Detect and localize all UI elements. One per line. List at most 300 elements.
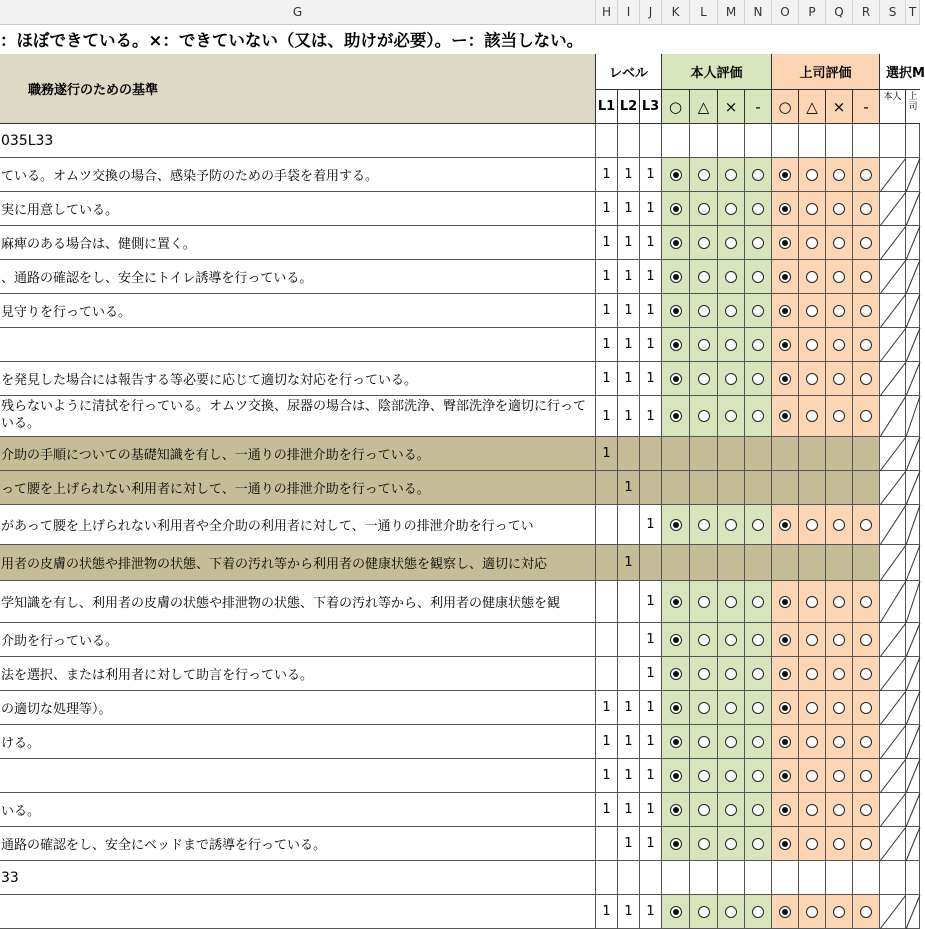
- radio-button[interactable]: [833, 770, 845, 782]
- radio-button[interactable]: [752, 770, 764, 782]
- boss-eval-cell[interactable]: [826, 192, 853, 226]
- self-eval-cell[interactable]: [662, 895, 690, 929]
- self-eval-cell[interactable]: [718, 226, 745, 260]
- self-eval-cell[interactable]: [690, 192, 718, 226]
- radio-button[interactable]: [779, 736, 791, 748]
- self-eval-cell[interactable]: [690, 226, 718, 260]
- radio-button[interactable]: [725, 373, 737, 385]
- column-header-h[interactable]: H: [596, 0, 618, 24]
- self-eval-cell[interactable]: [662, 759, 690, 793]
- radio-button[interactable]: [698, 305, 710, 317]
- radio-button[interactable]: [725, 410, 737, 422]
- self-eval-cell[interactable]: [745, 657, 772, 691]
- boss-eval-cell[interactable]: [772, 396, 799, 437]
- boss-eval-cell[interactable]: [772, 505, 799, 545]
- self-eval-cell[interactable]: [745, 294, 772, 328]
- radio-button[interactable]: [860, 702, 872, 714]
- radio-button[interactable]: [779, 410, 791, 422]
- self-eval-cell[interactable]: [690, 581, 718, 623]
- boss-eval-cell[interactable]: [853, 895, 880, 929]
- boss-eval-cell[interactable]: [853, 657, 880, 691]
- radio-button[interactable]: [670, 596, 682, 608]
- boss-eval-cell[interactable]: [772, 725, 799, 759]
- boss-eval-cell[interactable]: [799, 328, 826, 362]
- radio-button[interactable]: [752, 339, 764, 351]
- radio-button[interactable]: [806, 169, 818, 181]
- self-eval-cell[interactable]: [718, 396, 745, 437]
- self-eval-cell[interactable]: [745, 362, 772, 396]
- radio-button[interactable]: [698, 668, 710, 680]
- radio-button[interactable]: [698, 596, 710, 608]
- radio-button[interactable]: [833, 410, 845, 422]
- column-header-l[interactable]: L: [690, 0, 718, 24]
- column-header-s[interactable]: S: [880, 0, 906, 24]
- boss-eval-cell[interactable]: [799, 657, 826, 691]
- boss-eval-cell[interactable]: [853, 793, 880, 827]
- boss-eval-cell[interactable]: [772, 226, 799, 260]
- radio-button[interactable]: [806, 271, 818, 283]
- radio-button[interactable]: [779, 838, 791, 850]
- boss-eval-cell[interactable]: [772, 328, 799, 362]
- boss-eval-cell[interactable]: [799, 793, 826, 827]
- radio-button[interactable]: [806, 519, 818, 531]
- radio-button[interactable]: [779, 305, 791, 317]
- radio-button[interactable]: [670, 668, 682, 680]
- radio-button[interactable]: [670, 410, 682, 422]
- boss-eval-cell[interactable]: [826, 294, 853, 328]
- radio-button[interactable]: [833, 373, 845, 385]
- radio-button[interactable]: [752, 410, 764, 422]
- radio-button[interactable]: [833, 203, 845, 215]
- radio-button[interactable]: [698, 702, 710, 714]
- self-eval-cell[interactable]: [690, 396, 718, 437]
- self-eval-cell[interactable]: [745, 158, 772, 192]
- radio-button[interactable]: [725, 519, 737, 531]
- boss-eval-cell[interactable]: [853, 328, 880, 362]
- self-eval-cell[interactable]: [662, 581, 690, 623]
- radio-button[interactable]: [698, 339, 710, 351]
- radio-button[interactable]: [670, 271, 682, 283]
- radio-button[interactable]: [698, 237, 710, 249]
- radio-button[interactable]: [698, 519, 710, 531]
- boss-eval-cell[interactable]: [853, 260, 880, 294]
- self-eval-cell[interactable]: [718, 895, 745, 929]
- boss-eval-cell[interactable]: [853, 827, 880, 861]
- self-eval-cell[interactable]: [690, 827, 718, 861]
- boss-eval-cell[interactable]: [772, 793, 799, 827]
- boss-eval-cell[interactable]: [772, 623, 799, 657]
- self-eval-cell[interactable]: [718, 725, 745, 759]
- radio-button[interactable]: [779, 906, 791, 918]
- column-header-t[interactable]: T: [906, 0, 920, 24]
- self-eval-cell[interactable]: [745, 260, 772, 294]
- radio-button[interactable]: [725, 305, 737, 317]
- boss-eval-cell[interactable]: [772, 260, 799, 294]
- boss-eval-cell[interactable]: [799, 294, 826, 328]
- radio-button[interactable]: [833, 838, 845, 850]
- self-eval-cell[interactable]: [745, 895, 772, 929]
- self-eval-cell[interactable]: [690, 294, 718, 328]
- boss-eval-cell[interactable]: [826, 827, 853, 861]
- self-eval-cell[interactable]: [718, 260, 745, 294]
- boss-eval-cell[interactable]: [853, 623, 880, 657]
- radio-button[interactable]: [670, 203, 682, 215]
- column-header-p[interactable]: P: [799, 0, 826, 24]
- boss-eval-cell[interactable]: [826, 725, 853, 759]
- boss-eval-cell[interactable]: [772, 827, 799, 861]
- column-header-k[interactable]: K: [662, 0, 690, 24]
- radio-button[interactable]: [698, 634, 710, 646]
- radio-button[interactable]: [860, 305, 872, 317]
- radio-button[interactable]: [779, 804, 791, 816]
- radio-button[interactable]: [725, 668, 737, 680]
- self-eval-cell[interactable]: [662, 158, 690, 192]
- boss-eval-cell[interactable]: [826, 158, 853, 192]
- self-eval-cell[interactable]: [745, 623, 772, 657]
- self-eval-cell[interactable]: [690, 623, 718, 657]
- radio-button[interactable]: [725, 702, 737, 714]
- boss-eval-cell[interactable]: [853, 759, 880, 793]
- boss-eval-cell[interactable]: [799, 226, 826, 260]
- boss-eval-cell[interactable]: [772, 294, 799, 328]
- boss-eval-cell[interactable]: [826, 260, 853, 294]
- radio-button[interactable]: [779, 373, 791, 385]
- radio-button[interactable]: [725, 736, 737, 748]
- radio-button[interactable]: [833, 736, 845, 748]
- radio-button[interactable]: [698, 838, 710, 850]
- radio-button[interactable]: [806, 804, 818, 816]
- radio-button[interactable]: [779, 169, 791, 181]
- radio-button[interactable]: [752, 804, 764, 816]
- radio-button[interactable]: [779, 668, 791, 680]
- boss-eval-cell[interactable]: [826, 623, 853, 657]
- radio-button[interactable]: [779, 634, 791, 646]
- self-eval-cell[interactable]: [718, 759, 745, 793]
- radio-button[interactable]: [833, 634, 845, 646]
- boss-eval-cell[interactable]: [799, 260, 826, 294]
- self-eval-cell[interactable]: [662, 691, 690, 725]
- self-eval-cell[interactable]: [690, 725, 718, 759]
- radio-button[interactable]: [806, 668, 818, 680]
- radio-button[interactable]: [670, 804, 682, 816]
- boss-eval-cell[interactable]: [799, 725, 826, 759]
- radio-button[interactable]: [806, 634, 818, 646]
- column-header-j[interactable]: J: [640, 0, 662, 24]
- self-eval-cell[interactable]: [745, 396, 772, 437]
- self-eval-cell[interactable]: [690, 759, 718, 793]
- boss-eval-cell[interactable]: [853, 505, 880, 545]
- self-eval-cell[interactable]: [662, 192, 690, 226]
- radio-button[interactable]: [833, 271, 845, 283]
- radio-button[interactable]: [725, 804, 737, 816]
- self-eval-cell[interactable]: [745, 328, 772, 362]
- boss-eval-cell[interactable]: [799, 396, 826, 437]
- self-eval-cell[interactable]: [745, 827, 772, 861]
- radio-button[interactable]: [860, 838, 872, 850]
- self-eval-cell[interactable]: [718, 657, 745, 691]
- self-eval-cell[interactable]: [662, 827, 690, 861]
- boss-eval-cell[interactable]: [826, 895, 853, 929]
- radio-button[interactable]: [725, 634, 737, 646]
- boss-eval-cell[interactable]: [826, 396, 853, 437]
- boss-eval-cell[interactable]: [826, 581, 853, 623]
- radio-button[interactable]: [670, 169, 682, 181]
- radio-button[interactable]: [860, 596, 872, 608]
- self-eval-cell[interactable]: [718, 793, 745, 827]
- radio-button[interactable]: [806, 305, 818, 317]
- radio-button[interactable]: [833, 237, 845, 249]
- radio-button[interactable]: [806, 410, 818, 422]
- radio-button[interactable]: [670, 906, 682, 918]
- boss-eval-cell[interactable]: [799, 158, 826, 192]
- boss-eval-cell[interactable]: [853, 192, 880, 226]
- radio-button[interactable]: [670, 519, 682, 531]
- self-eval-cell[interactable]: [662, 294, 690, 328]
- column-header-q[interactable]: Q: [826, 0, 853, 24]
- radio-button[interactable]: [833, 702, 845, 714]
- boss-eval-cell[interactable]: [853, 396, 880, 437]
- radio-button[interactable]: [806, 736, 818, 748]
- boss-eval-cell[interactable]: [799, 362, 826, 396]
- radio-button[interactable]: [833, 339, 845, 351]
- radio-button[interactable]: [806, 203, 818, 215]
- boss-eval-cell[interactable]: [799, 192, 826, 226]
- boss-eval-cell[interactable]: [799, 505, 826, 545]
- boss-eval-cell[interactable]: [772, 158, 799, 192]
- radio-button[interactable]: [779, 702, 791, 714]
- radio-button[interactable]: [779, 203, 791, 215]
- self-eval-cell[interactable]: [662, 623, 690, 657]
- self-eval-cell[interactable]: [662, 725, 690, 759]
- boss-eval-cell[interactable]: [799, 691, 826, 725]
- self-eval-cell[interactable]: [690, 505, 718, 545]
- self-eval-cell[interactable]: [690, 362, 718, 396]
- radio-button[interactable]: [806, 373, 818, 385]
- boss-eval-cell[interactable]: [799, 581, 826, 623]
- self-eval-cell[interactable]: [718, 827, 745, 861]
- self-eval-cell[interactable]: [662, 362, 690, 396]
- boss-eval-cell[interactable]: [826, 362, 853, 396]
- radio-button[interactable]: [698, 271, 710, 283]
- radio-button[interactable]: [725, 838, 737, 850]
- radio-button[interactable]: [860, 804, 872, 816]
- boss-eval-cell[interactable]: [853, 294, 880, 328]
- radio-button[interactable]: [860, 906, 872, 918]
- radio-button[interactable]: [833, 668, 845, 680]
- radio-button[interactable]: [670, 305, 682, 317]
- self-eval-cell[interactable]: [745, 226, 772, 260]
- radio-button[interactable]: [752, 634, 764, 646]
- radio-button[interactable]: [698, 373, 710, 385]
- column-header-n[interactable]: N: [745, 0, 772, 24]
- radio-button[interactable]: [860, 271, 872, 283]
- radio-button[interactable]: [670, 838, 682, 850]
- self-eval-cell[interactable]: [745, 759, 772, 793]
- boss-eval-cell[interactable]: [853, 226, 880, 260]
- boss-eval-cell[interactable]: [772, 657, 799, 691]
- radio-button[interactable]: [860, 519, 872, 531]
- self-eval-cell[interactable]: [718, 192, 745, 226]
- radio-button[interactable]: [725, 906, 737, 918]
- radio-button[interactable]: [806, 339, 818, 351]
- self-eval-cell[interactable]: [662, 260, 690, 294]
- radio-button[interactable]: [752, 373, 764, 385]
- radio-button[interactable]: [860, 668, 872, 680]
- self-eval-cell[interactable]: [690, 691, 718, 725]
- column-header-i[interactable]: I: [618, 0, 640, 24]
- radio-button[interactable]: [860, 169, 872, 181]
- radio-button[interactable]: [725, 169, 737, 181]
- boss-eval-cell[interactable]: [826, 691, 853, 725]
- radio-button[interactable]: [860, 634, 872, 646]
- boss-eval-cell[interactable]: [826, 226, 853, 260]
- radio-button[interactable]: [725, 770, 737, 782]
- radio-button[interactable]: [698, 770, 710, 782]
- self-eval-cell[interactable]: [662, 328, 690, 362]
- radio-button[interactable]: [670, 770, 682, 782]
- boss-eval-cell[interactable]: [853, 362, 880, 396]
- boss-eval-cell[interactable]: [772, 581, 799, 623]
- radio-button[interactable]: [698, 410, 710, 422]
- radio-button[interactable]: [725, 203, 737, 215]
- radio-button[interactable]: [670, 339, 682, 351]
- radio-button[interactable]: [698, 906, 710, 918]
- boss-eval-cell[interactable]: [826, 505, 853, 545]
- self-eval-cell[interactable]: [662, 226, 690, 260]
- self-eval-cell[interactable]: [662, 657, 690, 691]
- radio-button[interactable]: [833, 596, 845, 608]
- self-eval-cell[interactable]: [690, 158, 718, 192]
- radio-button[interactable]: [752, 169, 764, 181]
- self-eval-cell[interactable]: [690, 657, 718, 691]
- boss-eval-cell[interactable]: [853, 158, 880, 192]
- radio-button[interactable]: [860, 339, 872, 351]
- radio-button[interactable]: [752, 668, 764, 680]
- radio-button[interactable]: [752, 838, 764, 850]
- radio-button[interactable]: [752, 906, 764, 918]
- radio-button[interactable]: [725, 596, 737, 608]
- radio-button[interactable]: [833, 804, 845, 816]
- boss-eval-cell[interactable]: [799, 759, 826, 793]
- radio-button[interactable]: [752, 702, 764, 714]
- radio-button[interactable]: [752, 237, 764, 249]
- radio-button[interactable]: [833, 305, 845, 317]
- radio-button[interactable]: [806, 596, 818, 608]
- radio-button[interactable]: [725, 339, 737, 351]
- self-eval-cell[interactable]: [690, 895, 718, 929]
- self-eval-cell[interactable]: [718, 158, 745, 192]
- self-eval-cell[interactable]: [745, 581, 772, 623]
- boss-eval-cell[interactable]: [772, 895, 799, 929]
- radio-button[interactable]: [806, 770, 818, 782]
- boss-eval-cell[interactable]: [826, 657, 853, 691]
- boss-eval-cell[interactable]: [826, 759, 853, 793]
- boss-eval-cell[interactable]: [799, 827, 826, 861]
- boss-eval-cell[interactable]: [853, 581, 880, 623]
- self-eval-cell[interactable]: [718, 691, 745, 725]
- radio-button[interactable]: [860, 736, 872, 748]
- radio-button[interactable]: [779, 770, 791, 782]
- boss-eval-cell[interactable]: [799, 895, 826, 929]
- boss-eval-cell[interactable]: [772, 759, 799, 793]
- boss-eval-cell[interactable]: [799, 623, 826, 657]
- self-eval-cell[interactable]: [662, 396, 690, 437]
- self-eval-cell[interactable]: [662, 793, 690, 827]
- boss-eval-cell[interactable]: [826, 328, 853, 362]
- self-eval-cell[interactable]: [718, 294, 745, 328]
- radio-button[interactable]: [806, 906, 818, 918]
- radio-button[interactable]: [779, 519, 791, 531]
- radio-button[interactable]: [779, 271, 791, 283]
- self-eval-cell[interactable]: [745, 691, 772, 725]
- boss-eval-cell[interactable]: [772, 192, 799, 226]
- self-eval-cell[interactable]: [690, 793, 718, 827]
- radio-button[interactable]: [698, 203, 710, 215]
- radio-button[interactable]: [779, 237, 791, 249]
- radio-button[interactable]: [752, 596, 764, 608]
- radio-button[interactable]: [860, 203, 872, 215]
- column-header-o[interactable]: O: [772, 0, 799, 24]
- radio-button[interactable]: [860, 410, 872, 422]
- radio-button[interactable]: [806, 237, 818, 249]
- radio-button[interactable]: [725, 237, 737, 249]
- radio-button[interactable]: [833, 519, 845, 531]
- column-header-g[interactable]: G: [0, 0, 596, 24]
- radio-button[interactable]: [806, 838, 818, 850]
- radio-button[interactable]: [860, 373, 872, 385]
- radio-button[interactable]: [779, 339, 791, 351]
- self-eval-cell[interactable]: [690, 328, 718, 362]
- radio-button[interactable]: [725, 271, 737, 283]
- self-eval-cell[interactable]: [690, 260, 718, 294]
- self-eval-cell[interactable]: [718, 581, 745, 623]
- radio-button[interactable]: [833, 169, 845, 181]
- column-header-r[interactable]: R: [853, 0, 880, 24]
- radio-button[interactable]: [670, 702, 682, 714]
- boss-eval-cell[interactable]: [853, 725, 880, 759]
- boss-eval-cell[interactable]: [826, 793, 853, 827]
- radio-button[interactable]: [698, 169, 710, 181]
- radio-button[interactable]: [752, 736, 764, 748]
- radio-button[interactable]: [752, 203, 764, 215]
- radio-button[interactable]: [752, 305, 764, 317]
- radio-button[interactable]: [806, 702, 818, 714]
- radio-button[interactable]: [860, 237, 872, 249]
- radio-button[interactable]: [670, 373, 682, 385]
- self-eval-cell[interactable]: [745, 793, 772, 827]
- boss-eval-cell[interactable]: [772, 362, 799, 396]
- radio-button[interactable]: [670, 634, 682, 646]
- self-eval-cell[interactable]: [718, 505, 745, 545]
- radio-button[interactable]: [752, 271, 764, 283]
- radio-button[interactable]: [833, 906, 845, 918]
- self-eval-cell[interactable]: [745, 725, 772, 759]
- self-eval-cell[interactable]: [718, 623, 745, 657]
- column-header-m[interactable]: M: [718, 0, 745, 24]
- radio-button[interactable]: [779, 596, 791, 608]
- radio-button[interactable]: [752, 519, 764, 531]
- radio-button[interactable]: [860, 770, 872, 782]
- radio-button[interactable]: [670, 736, 682, 748]
- radio-button[interactable]: [670, 237, 682, 249]
- radio-button[interactable]: [698, 736, 710, 748]
- boss-eval-cell[interactable]: [853, 691, 880, 725]
- self-eval-cell[interactable]: [718, 328, 745, 362]
- self-eval-cell[interactable]: [745, 192, 772, 226]
- boss-eval-cell[interactable]: [772, 691, 799, 725]
- self-eval-cell[interactable]: [718, 362, 745, 396]
- self-eval-cell[interactable]: [745, 505, 772, 545]
